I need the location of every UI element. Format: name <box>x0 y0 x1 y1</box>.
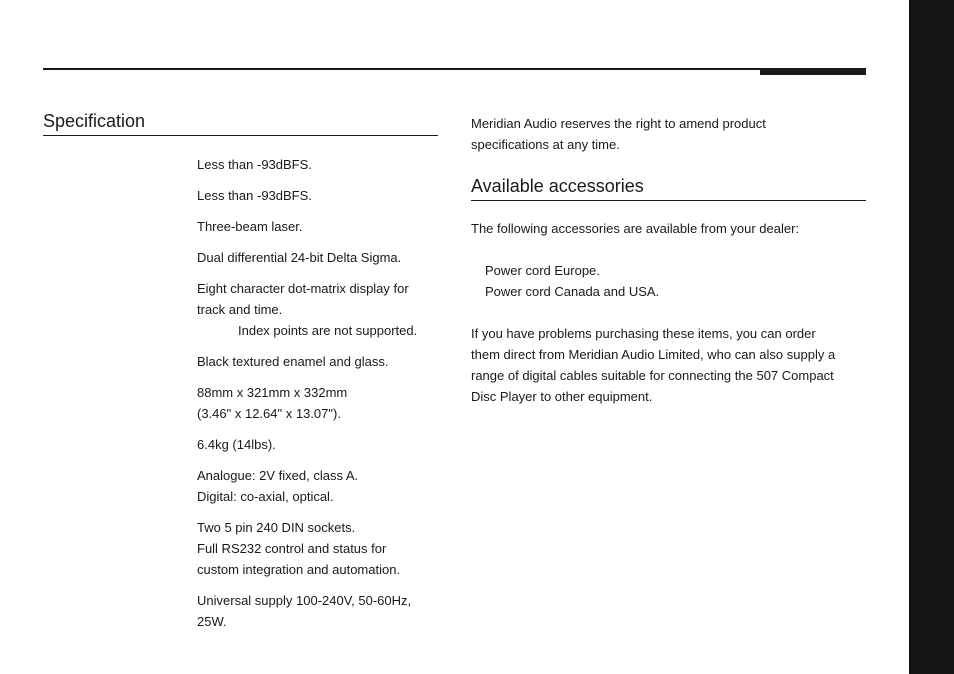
spec-list <box>43 154 438 632</box>
spec-line: custom integration and automation. <box>197 562 401 577</box>
spec-line: Dual differential 24-bit Delta Sigma. <box>197 250 402 265</box>
spec-item <box>197 247 438 268</box>
amendment-notice <box>471 113 866 155</box>
spec-line: track and time. <box>197 302 283 317</box>
spec-item <box>197 434 438 455</box>
accessories-list <box>471 260 866 302</box>
spec-line: Less than -93dBFS. <box>197 157 312 172</box>
spec-line: Three-beam laser. <box>197 219 303 234</box>
spec-item <box>197 590 438 632</box>
spec-line: Less than -93dBFS. <box>197 188 312 203</box>
spec-item <box>197 382 438 424</box>
spec-line: Eight character dot-matrix display for <box>197 281 409 296</box>
spec-line: Black textured enamel and glass. <box>197 354 389 369</box>
notice-line: Meridian Audio reserves the right to amend product <box>471 116 766 131</box>
purchase-help-text <box>471 323 866 407</box>
accessories-title: Available accessories <box>471 175 866 201</box>
accessories-intro: The following accessories are available from your dealer: <box>471 221 800 236</box>
help-line: Disc Player to other equipment. <box>471 389 653 404</box>
spec-line: Digital: co-axial, optical. <box>197 489 334 504</box>
spec-line: (3.46" x 12.64" x 13.07"). <box>197 406 341 421</box>
accessory-item: Power cord Europe. <box>485 263 600 278</box>
notice-line: specifications at any time. <box>471 137 620 152</box>
specification-section <box>43 110 438 642</box>
specification-title: Specification <box>43 110 438 136</box>
spec-item <box>197 278 438 341</box>
spec-note: Index points are not supported. <box>238 323 418 338</box>
spec-line: Analogue: 2V fixed, class A. <box>197 468 359 483</box>
spec-line: Two 5 pin 240 DIN sockets. <box>197 520 356 535</box>
spec-line: Full RS232 control and status for <box>197 541 387 556</box>
spec-item <box>197 216 438 237</box>
spec-item <box>197 517 438 580</box>
spec-item <box>197 154 438 175</box>
header-rule <box>43 68 866 70</box>
spec-item <box>197 351 438 372</box>
accessory-item: Power cord Canada and USA. <box>485 284 660 299</box>
spec-line: 88mm x 321mm x 332mm <box>197 385 348 400</box>
side-tab <box>909 0 954 674</box>
help-line: them direct from Meridian Audio Limited, who can also supply a <box>471 347 836 362</box>
spec-item <box>197 465 438 507</box>
header-rule-accent <box>760 68 866 75</box>
spec-line: 6.4kg (14lbs). <box>197 437 276 452</box>
help-line: If you have problems purchasing these items, you can order <box>471 326 816 341</box>
right-column <box>471 113 866 407</box>
spec-line: 25W. <box>197 614 227 629</box>
help-line: range of digital cables suitable for connecting the 507 Compact <box>471 368 834 383</box>
spec-item <box>197 185 438 206</box>
spec-line: Universal supply 100-240V, 50-60Hz, <box>197 593 412 608</box>
